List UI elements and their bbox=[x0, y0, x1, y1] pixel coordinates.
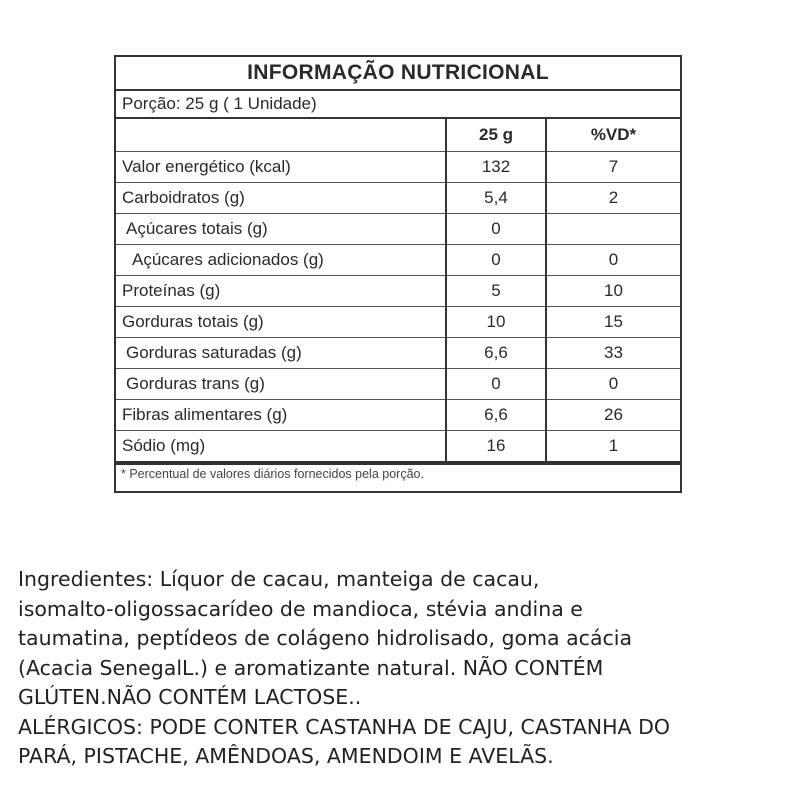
ingredients-line: GLÚTEN.NÃO CONTÉM LACTOSE.. bbox=[18, 685, 362, 709]
ingredients-line: Ingredientes: Líquor de cacau, manteiga de cacau, bbox=[18, 567, 540, 591]
nutrient-daily-value: 1 bbox=[546, 431, 680, 464]
nutrient-name: Gorduras saturadas (g) bbox=[116, 338, 446, 369]
table-row bbox=[116, 338, 680, 369]
nutrient-quantity: 0 bbox=[446, 214, 546, 245]
table-row bbox=[116, 276, 680, 307]
nutrient-daily-value: 10 bbox=[546, 276, 680, 307]
allergens-line: ALÉRGICOS: PODE CONTER CASTANHA DE CAJU, CASTANHA DO bbox=[18, 714, 671, 739]
nutrient-name: Açúcares adicionados (g) bbox=[116, 245, 446, 276]
nutrient-name: Açúcares totais (g) bbox=[116, 214, 446, 245]
nutrient-name: Gorduras totais (g) bbox=[116, 307, 446, 338]
table-row bbox=[116, 431, 680, 464]
nutrient-daily-value: 2 bbox=[546, 183, 680, 214]
nutrient-name: Fibras alimentares (g) bbox=[116, 400, 446, 431]
table-row bbox=[116, 214, 680, 245]
nutrient-quantity: 5 bbox=[446, 276, 546, 307]
nutrition-grid bbox=[116, 119, 680, 465]
daily-value-footnote: * Percentual de valores diários fornecidos pela porção. bbox=[121, 467, 424, 481]
nutrient-quantity: 132 bbox=[446, 152, 546, 183]
table-row bbox=[116, 152, 680, 183]
nutrient-quantity: 6,6 bbox=[446, 400, 546, 431]
nutrient-name: Gorduras trans (g) bbox=[116, 369, 446, 400]
nutrient-quantity: 10 bbox=[446, 307, 546, 338]
header-daily-value: %VD* bbox=[546, 119, 680, 152]
table-row bbox=[116, 183, 680, 214]
ingredients-line: (Acacia SenegalL.) e aromatizante natural. NÃO CONTÉM bbox=[18, 655, 604, 680]
table-row bbox=[116, 245, 680, 276]
ingredients-line: isomalto-oligossacarídeo de mandioca, stévia andina e bbox=[18, 596, 583, 621]
table-row bbox=[116, 307, 680, 338]
header-nutrient bbox=[116, 119, 446, 152]
portion-size: Porção: 25 g ( 1 Unidade) bbox=[116, 91, 680, 119]
table-header-row bbox=[116, 119, 680, 152]
header-quantity: 25 g bbox=[446, 119, 546, 152]
nutrient-name: Proteínas (g) bbox=[116, 276, 446, 307]
nutrient-quantity: 5,4 bbox=[446, 183, 546, 214]
ingredients-line: taumatina, peptídeos de colágeno hidrolisado, goma acácia bbox=[18, 626, 633, 650]
nutrient-name: Carboidratos (g) bbox=[116, 183, 446, 214]
ingredients-text bbox=[18, 565, 793, 772]
nutrient-daily-value: 33 bbox=[546, 338, 680, 369]
nutrient-name: Sódio (mg) bbox=[116, 431, 446, 464]
allergens-line: PARÁ, PISTACHE, AMÊNDOAS, AMENDOIM E AVELÃS. bbox=[18, 744, 554, 768]
table-row bbox=[116, 400, 680, 431]
nutrient-quantity: 0 bbox=[446, 369, 546, 400]
table-row bbox=[116, 369, 680, 400]
nutrition-title: INFORMAÇÃO NUTRICIONAL bbox=[116, 57, 680, 91]
nutrient-daily-value: 0 bbox=[546, 245, 680, 276]
nutrient-name: Valor energético (kcal) bbox=[116, 152, 446, 183]
nutrient-daily-value bbox=[546, 214, 680, 245]
nutrient-daily-value: 0 bbox=[546, 369, 680, 400]
nutrient-daily-value: 15 bbox=[546, 307, 680, 338]
nutrient-quantity: 16 bbox=[446, 431, 546, 464]
nutrient-quantity: 0 bbox=[446, 245, 546, 276]
nutrition-facts-table bbox=[114, 55, 682, 493]
nutrient-quantity: 6,6 bbox=[446, 338, 546, 369]
nutrient-daily-value: 26 bbox=[546, 400, 680, 431]
nutrient-daily-value: 7 bbox=[546, 152, 680, 183]
